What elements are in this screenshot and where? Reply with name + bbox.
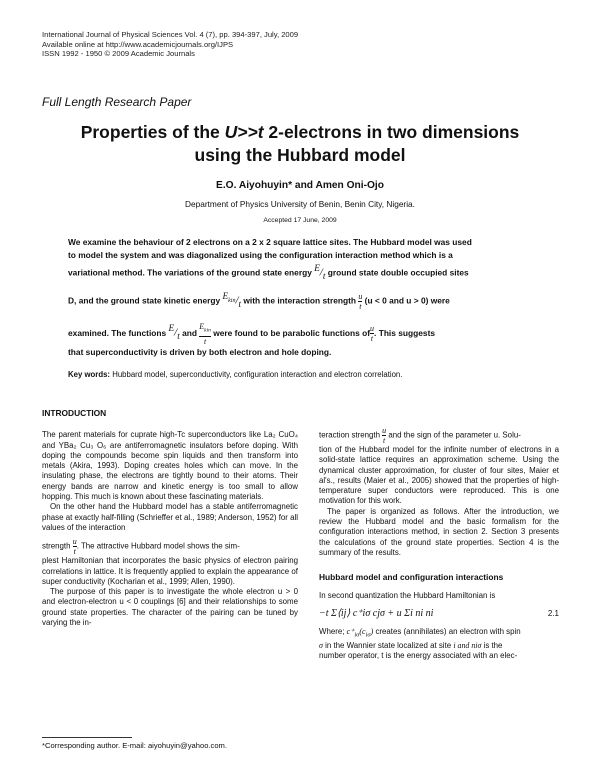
- abstract-text: . This suggests: [374, 328, 436, 339]
- paper-type: Full Length Research Paper: [42, 95, 192, 109]
- accepted-date: Accepted 17 June, 2009: [263, 217, 337, 224]
- abstract-text: and: [182, 328, 197, 339]
- section-heading-hubbard: Hubbard model and configuration interactions: [319, 572, 504, 583]
- journal-url: Available online at http://www.academicjournals.org/IJPS: [42, 39, 234, 49]
- corresponding-author-footnote: *Corresponding author. E-mail: aiyohuyin@yahoo.com.: [42, 741, 227, 750]
- abstract-text: with the interaction strength: [243, 295, 356, 306]
- energy-over-t-fraction: $^E/_t$: [314, 263, 326, 281]
- right-paragraph-2: The paper is organized as follows. After the introduction, we review the Hubbard model and the basic formalism for the configuration interactions method, in section 2. Section 3 presents the calculations of the ground state properties. Section 4 is the summary of the results.: [319, 506, 559, 557]
- section-heading-introduction: INTRODUCTION: [42, 408, 107, 418]
- abstract-line-4: [68, 290, 546, 311]
- intro-paragraph-2c: plest Hamiltonian that incorporates the basic physics of electron pairing correlations in lattice. It is frequently applied to explain the appearance of super conductivity (Kocharian et al., 1999; Allen, 1990).: [42, 556, 298, 586]
- journal-citation: International Journal of Physical Sciences Vol. 4 (7), pp. 394-397, July, 2009: [42, 30, 299, 39]
- abstract-line-6: that superconductivity is driven by both electron and hole doping.: [68, 347, 332, 357]
- kinetic-energy-over-t-fraction: $^{E_{kin}}/_t$: [222, 291, 242, 309]
- abstract-text: were found to be parabolic functions of: [213, 328, 371, 339]
- abstract-line-3: [68, 262, 546, 282]
- hubbard-hamiltonian: −t Σ⟨ij⟩ c⁺iσ cjσ + u Σi ni ni: [319, 607, 434, 619]
- abstract-text: D, and the ground state kinetic energy: [68, 295, 221, 306]
- abstract-line-5: [68, 322, 546, 346]
- abstract-text: (u < 0 and u > 0) were: [364, 295, 450, 306]
- kinetic-energy-over-t-fraction: $\frac{E_{kin}}{t}$: [199, 322, 211, 346]
- title-part1: Properties of the: [80, 122, 225, 142]
- abstract-text: variational method. The variations of the ground state energy: [68, 267, 312, 278]
- right-paragraph-4b: σ in the Wannier state localized at site i and niσ is the: [319, 641, 503, 651]
- right-paragraph-3: In second quantization the Hubbard Hamiltonian is: [319, 590, 496, 600]
- energy-over-t-fraction: $^E/_t$: [168, 323, 180, 342]
- right-paragraph-1b: tion of the Hubbard model for the infinite number of electrons in a solid-state lattice requires an approximation scheme. Using the dynamical cluster approximation, for cluster of four sites, Maier et al's., results (Maier et al., 2005) showed that the properties of high-temperature super conductors were reproduced. This is one motivation for this work.: [319, 445, 559, 506]
- right-paragraph-1: teraction strength $\frac{u}{t}$ and the sign of the parameter u. Solu-: [319, 426, 521, 445]
- affiliation: Department of Physics University of Benin, Benin City, Nigeria.: [185, 199, 415, 209]
- intro-paragraph-3: The purpose of this paper is to investigate the whole electron u > 0 and electron-electron u < 0 couplings [6] and their relationships to some ground state properties. The character of the pairing can be tuned by varying the in-: [42, 587, 298, 628]
- abstract-line-2: to model the system and was diagonalized using the configuration interaction method which is a: [68, 250, 453, 260]
- authors: E.O. Aiyohuyin* and Amen Oni-Ojo: [216, 180, 384, 191]
- equation-2-1: [319, 609, 559, 619]
- right-column: [319, 426, 559, 662]
- left-column: [42, 408, 299, 628]
- u-over-t-fraction: $\frac{u}{t}$: [382, 426, 387, 445]
- title-italic: U>>t: [224, 122, 264, 142]
- abstract-text: ground state double occupied sites: [327, 267, 469, 278]
- footnote-rule: [42, 737, 132, 738]
- journal-issn: ISSN 1992 - 1950 © 2009 Academic Journals: [42, 49, 195, 58]
- abstract-line-1: We examine the behaviour of 2 electrons on a 2 x 2 square lattice sites. The Hubbard model was used: [68, 237, 472, 247]
- keywords-label: Key words:: [68, 370, 111, 379]
- paper-title-line2: using the Hubbard model: [194, 145, 406, 165]
- intro-paragraph-2: On the other hand the Hubbard model has a stable antiferromagnetic phase at exactly half-filling (Schrieffer et al., 1989; Anderson, 1952) for all values of the interaction: [42, 502, 299, 532]
- keywords-text: Hubbard model, superconductivity, configuration interaction and electron correlation.: [110, 370, 403, 379]
- equation-number: 2.1: [547, 608, 559, 618]
- intro-paragraph-1: The parent materials for cuprate high-Tc superconductors like La₂ CuO₄ and YBa₂ Cu₃ O₆ are antiferromagnetic insulators before doping. With doping the compounds become spin liquids and then transform into metals (Akira, 1993). Doping creates holes which can move. In the insulating phase, the electrons are tightly bound to their atoms. Their energy bands are narrow and kinetic energy is too small to allow hopping. This much is known about these fascinating materials.: [42, 430, 298, 502]
- u-over-t-fraction: $\frac{u}{t}$: [370, 324, 375, 344]
- keywords: [68, 370, 548, 379]
- right-paragraph-4: Where; $c^+_{i\sigma}(c_{i\sigma})$ creates (annihilates) an electron with spin: [319, 627, 521, 639]
- u-over-t-fraction: $\frac{u}{t}$: [72, 537, 77, 557]
- title-part2: 2-electrons in two dimensions: [263, 122, 520, 142]
- abstract-text: examined. The functions: [68, 328, 167, 339]
- right-paragraph-4c: number operator, t is the energy associated with an elec-: [319, 651, 518, 661]
- paper-title: [40, 121, 560, 144]
- intro-paragraph-2b: strength $\frac{u}{t}$ . The attractive Hubbard model shows the sim-: [42, 537, 240, 557]
- u-over-t-fraction: $\frac{u}{t}$: [358, 291, 363, 311]
